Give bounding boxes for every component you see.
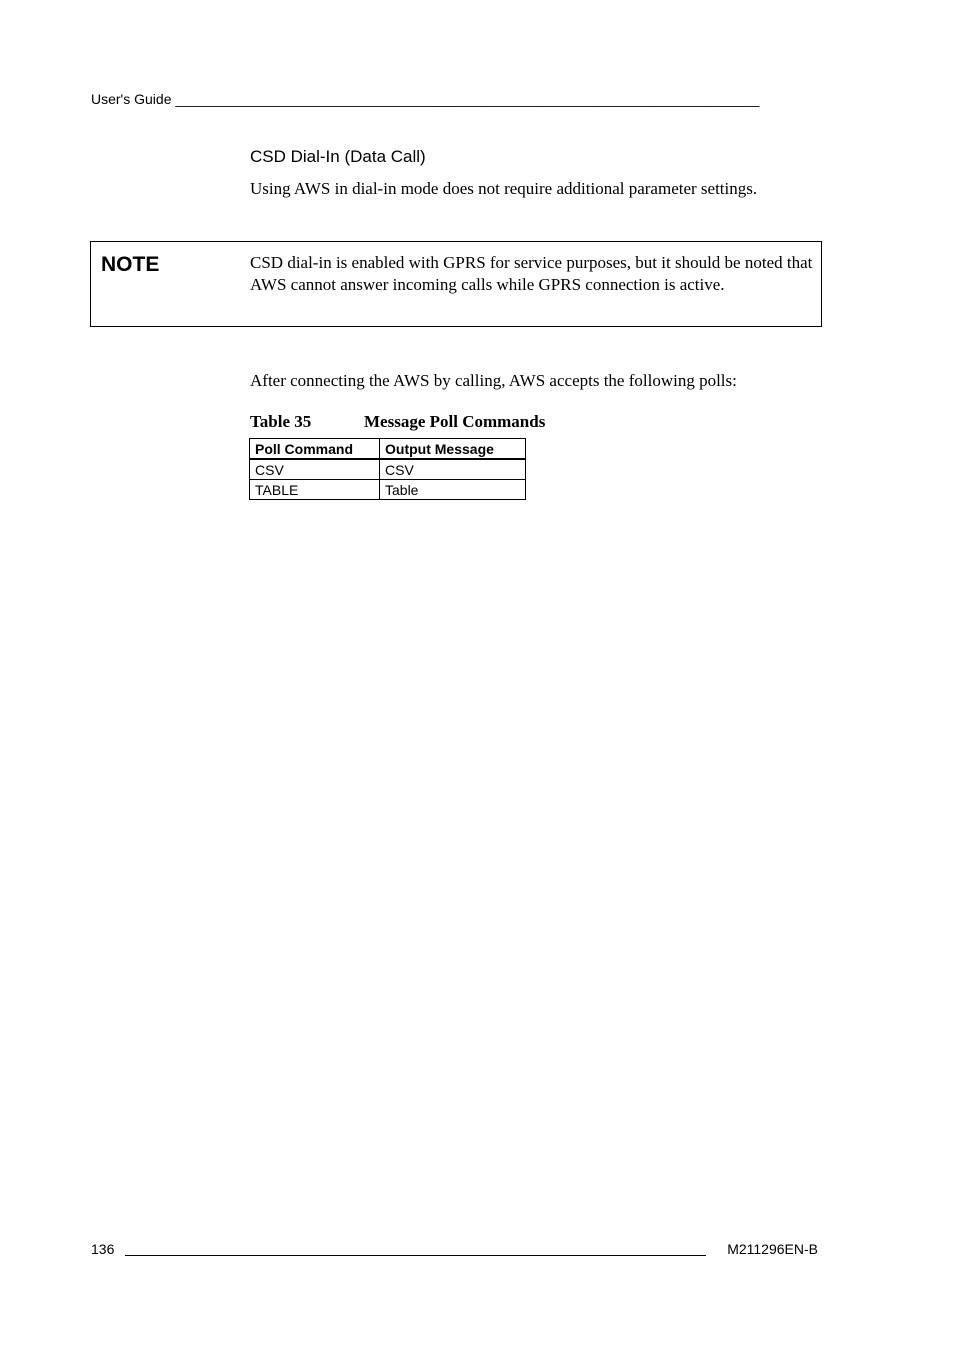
intro-paragraph: Using AWS in dial-in mode does not require additional parameter settings. [250, 179, 758, 198]
table-cell-poll-command: CSV [250, 459, 380, 480]
table-header-row [250, 439, 526, 460]
polls-paragraph: After connecting the AWS by calling, AWS accepts the following polls: [250, 371, 737, 390]
section-heading: CSD Dial-In (Data Call) [250, 147, 426, 166]
note-box [90, 241, 822, 327]
note-text: CSD dial-in is enabled with GPRS for service purposes, but it should be noted that AWS cannot answer incoming calls while GPRS connection is active. [250, 253, 813, 294]
table-row [250, 480, 526, 500]
footer-rule [125, 1255, 706, 1256]
table-caption-title: Message Poll Commands [364, 412, 546, 431]
column-header-output-message: Output Message [380, 439, 526, 460]
table-cell-output-message: Table [380, 480, 526, 500]
page-number: 136 [91, 1241, 115, 1257]
table-cell-poll-command: TABLE [250, 480, 380, 500]
table-row [250, 459, 526, 480]
table-cell-output-message: CSV [380, 459, 526, 480]
table-caption-number: Table 35 [250, 412, 312, 431]
document-code: M211296EN-B [727, 1241, 818, 1257]
running-footer [91, 1240, 818, 1258]
table-caption [250, 411, 545, 433]
poll-commands-table [249, 438, 526, 500]
column-header-poll-command: Poll Command [250, 439, 380, 460]
note-label: NOTE [101, 253, 160, 276]
running-header: User's Guide ___________________________________________________________________________ [91, 91, 760, 107]
